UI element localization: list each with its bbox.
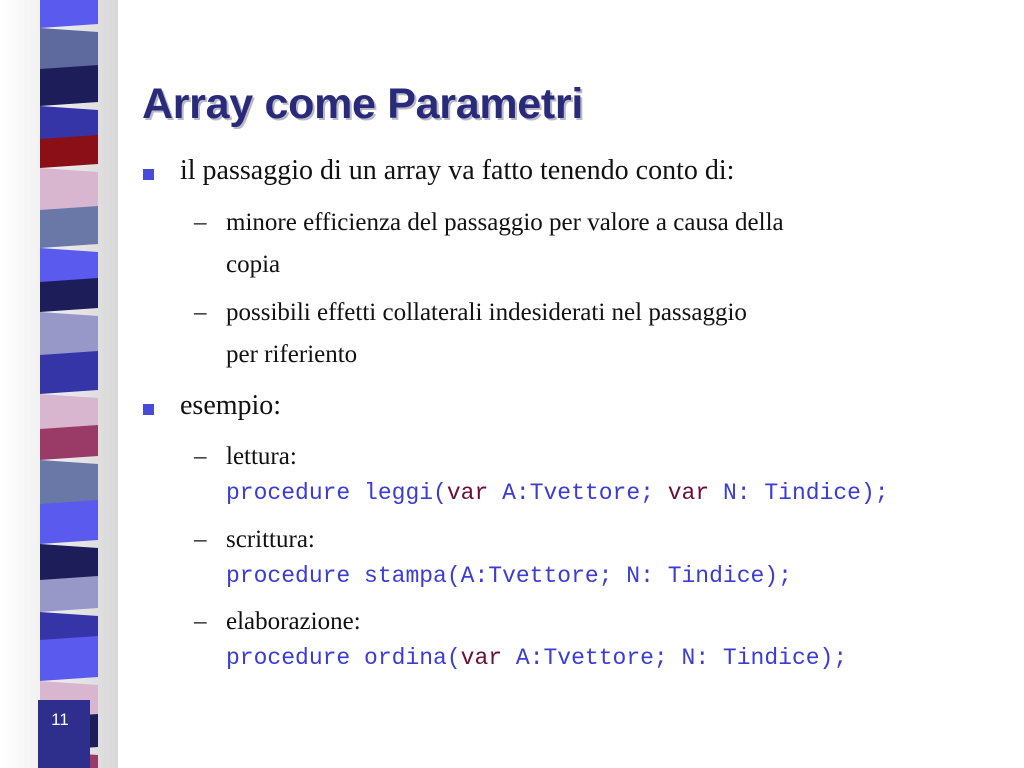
sub-item-line: possibili effetti collaterali indesiderati nel passaggio <box>226 299 747 326</box>
sub-item-line: minore efficienza del passaggio per valore a causa della <box>226 209 784 236</box>
sub-item-elaborazione <box>194 601 361 643</box>
bullet-item-2 <box>180 390 281 422</box>
sub-item-line: copia <box>226 251 281 278</box>
sub-item-efficiency <box>194 202 784 286</box>
dash-marker: – <box>194 608 207 635</box>
code-keyword: procedure <box>226 645 351 671</box>
dash-marker: – <box>194 526 207 553</box>
sub-item-label: lettura: <box>226 443 297 470</box>
dash-marker: – <box>194 299 207 326</box>
code-text: leggi( <box>364 480 447 506</box>
sub-item-label: elaborazione: <box>226 608 361 635</box>
stripe-tile <box>40 576 98 612</box>
sub-item-line: per riferiento <box>226 341 358 368</box>
code-var-keyword: var <box>460 645 503 671</box>
code-text: ordina( <box>364 645 461 671</box>
stripe-tile <box>40 636 98 681</box>
bullet-item-1 <box>180 155 734 187</box>
square-bullet-icon <box>143 169 154 180</box>
code-keyword: procedure <box>226 563 351 589</box>
code-keyword: procedure <box>226 480 351 506</box>
code-line-leggi <box>226 480 889 506</box>
decorative-stripe <box>0 0 118 768</box>
code-line-ordina <box>226 645 847 671</box>
bullet-text: il passaggio di un array va fatto tenendo conto di: <box>180 155 735 186</box>
code-text: stampa(A:Tvettore; N: Tindice); <box>364 563 792 589</box>
stripe-tile <box>40 0 98 28</box>
stripe-tile <box>40 65 98 106</box>
sub-item-lettura <box>194 436 297 478</box>
sub-item-scrittura <box>194 519 315 561</box>
stripe-tile <box>40 135 98 168</box>
square-bullet-icon <box>143 404 154 415</box>
stripe-tile <box>40 351 98 394</box>
page-number: 11 <box>51 710 69 729</box>
code-text: N: Tindice); <box>709 480 889 506</box>
sub-item-side-effects <box>194 292 747 376</box>
code-text: A:Tvettore; <box>488 480 668 506</box>
stripe-tile <box>40 500 98 544</box>
slide-title: Array come Parametri <box>142 80 583 128</box>
sub-item-label: scrittura: <box>226 526 315 553</box>
code-line-stampa <box>226 563 792 589</box>
code-var-keyword: var <box>446 480 489 506</box>
stripe-tile <box>40 425 98 460</box>
dash-marker: – <box>194 209 207 236</box>
bullet-text: esempio: <box>180 390 282 421</box>
dash-marker: – <box>194 443 207 470</box>
stripe-tile <box>40 278 98 312</box>
code-text: A:Tvettore; N: Tindice); <box>502 645 848 671</box>
code-var-keyword: var <box>667 480 710 506</box>
stripe-tile <box>40 206 98 248</box>
